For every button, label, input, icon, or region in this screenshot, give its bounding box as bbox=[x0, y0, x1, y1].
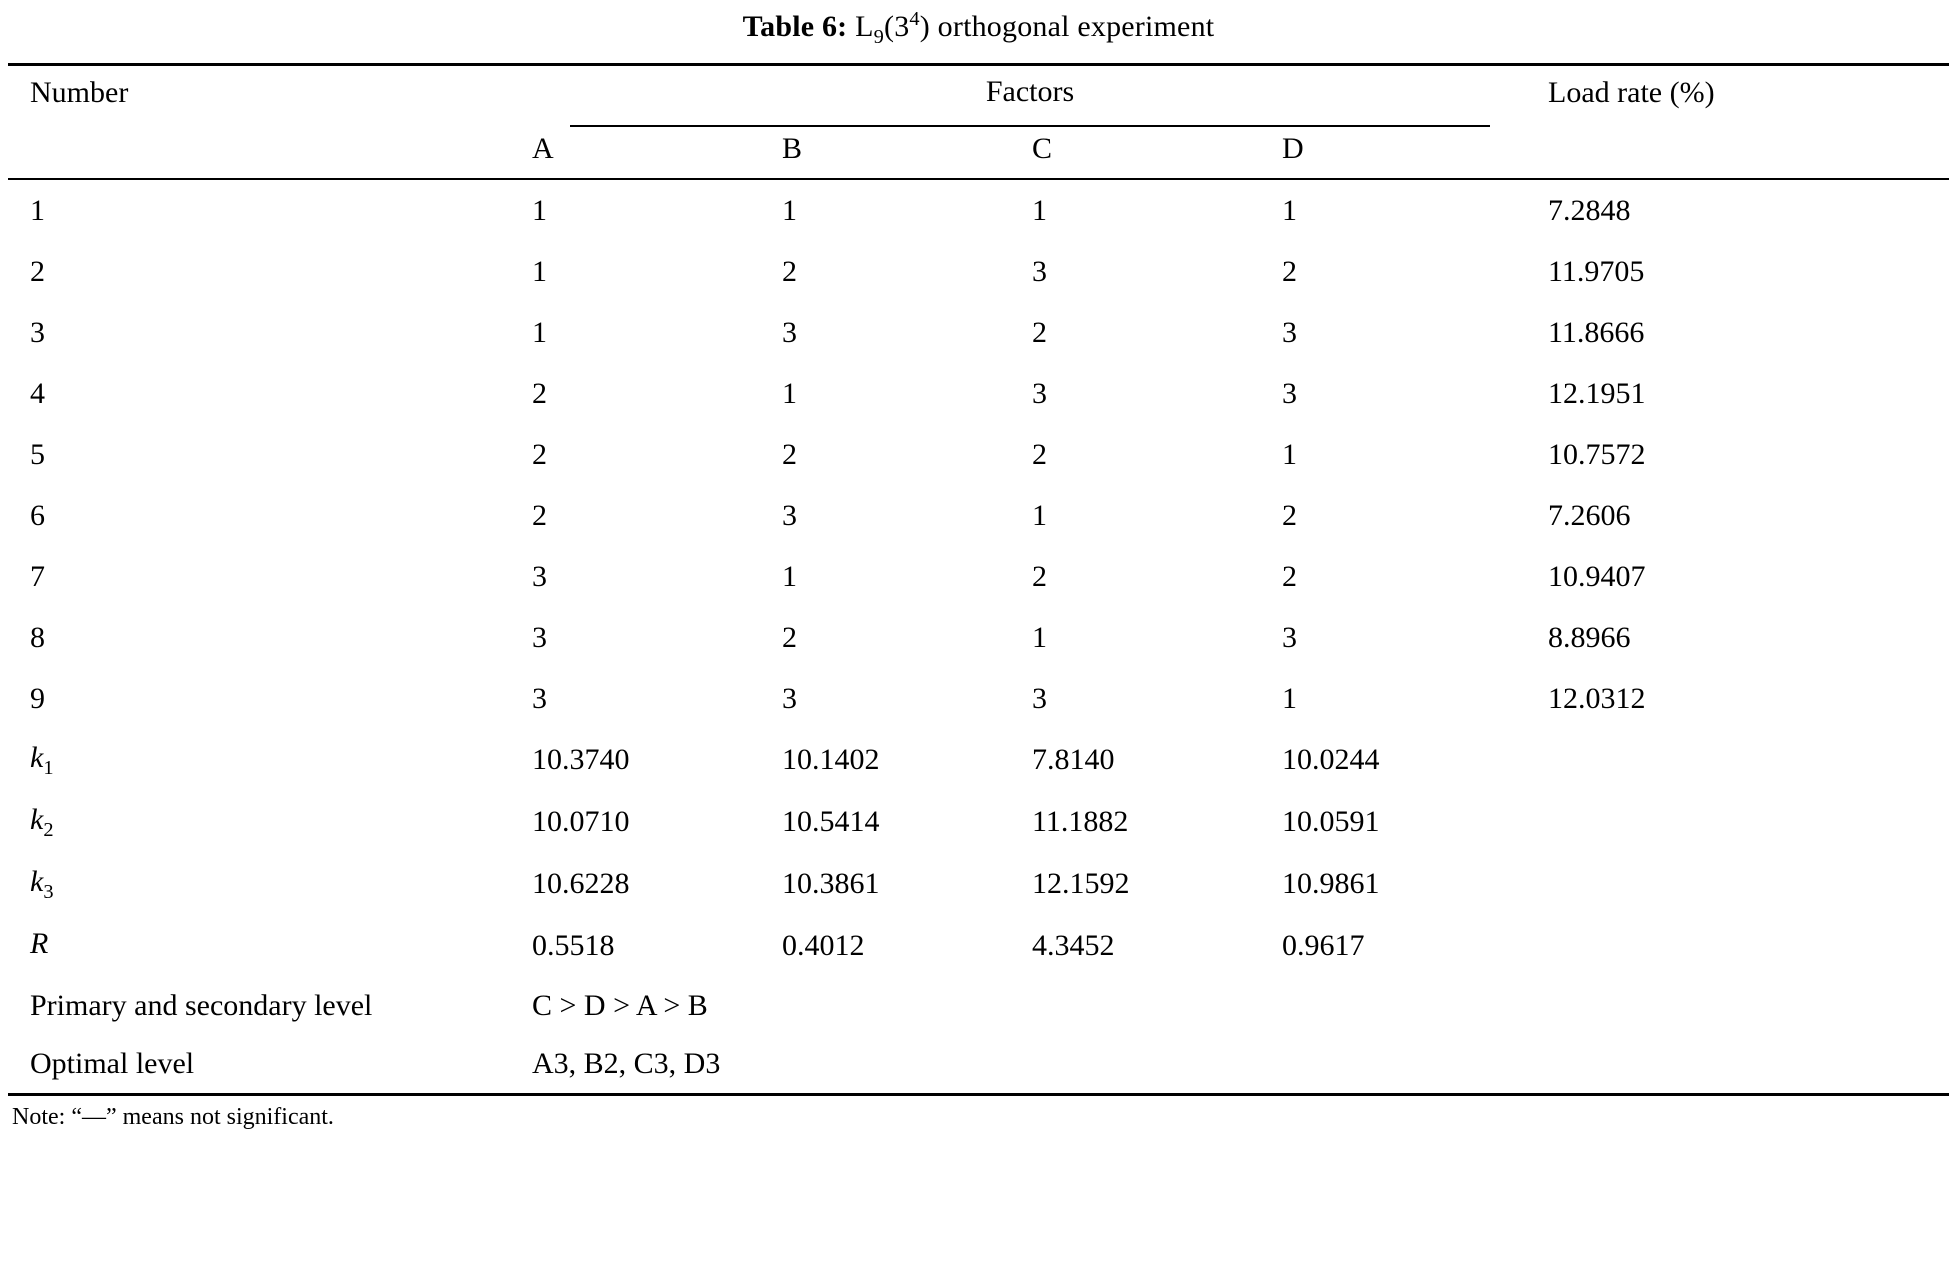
cell-a: 3 bbox=[532, 620, 547, 654]
table-row-stat bbox=[8, 791, 1949, 853]
cell-number: 2 bbox=[30, 254, 45, 288]
cell-b: 1 bbox=[782, 559, 797, 593]
header-factors-label: Factors bbox=[985, 75, 1075, 108]
header-factor-a: A bbox=[532, 132, 554, 165]
cell-a: 3 bbox=[532, 559, 547, 593]
cell-d: 10.0591 bbox=[1282, 805, 1380, 838]
cell-c: 3 bbox=[1032, 681, 1047, 715]
caption-label: Table 6: bbox=[742, 10, 848, 43]
cell-load: 7.2848 bbox=[1530, 179, 1949, 241]
cell-number: 5 bbox=[30, 437, 45, 471]
cell-a: 1 bbox=[530, 179, 780, 241]
cell-d: 0.9617 bbox=[1282, 929, 1365, 962]
cell-number: 8 bbox=[30, 620, 45, 654]
cell-summary-value: A3, B2, C3, D3 bbox=[530, 1035, 1949, 1095]
cell-load: 11.8666 bbox=[1548, 315, 1645, 349]
cell-stat-label: $k_2$ bbox=[30, 802, 54, 841]
table-row bbox=[8, 607, 1949, 668]
cell-b: 1 bbox=[782, 376, 797, 410]
cell-a: 10.3740 bbox=[532, 743, 630, 776]
cell-d: 2 bbox=[1282, 498, 1297, 532]
cell-load: 8.8966 bbox=[1548, 620, 1631, 654]
cell-b: 10.1402 bbox=[782, 743, 880, 776]
cell-d: 10.9861 bbox=[1282, 867, 1380, 900]
table-row bbox=[8, 668, 1949, 729]
cell-d: 3 bbox=[1282, 620, 1297, 654]
cell-c: 1 bbox=[1030, 179, 1280, 241]
cell-d: 1 bbox=[1282, 437, 1297, 471]
cell-a: 2 bbox=[532, 498, 547, 532]
cell-load: 10.9407 bbox=[1548, 559, 1646, 593]
orthogonal-experiment-table bbox=[8, 63, 1949, 1096]
table-row bbox=[8, 424, 1949, 485]
table-row bbox=[8, 546, 1949, 607]
cell-a: 1 bbox=[532, 254, 547, 288]
table-row-summary bbox=[8, 977, 1949, 1035]
cell-c: 11.1882 bbox=[1032, 805, 1129, 838]
cell-a: 10.0710 bbox=[532, 805, 630, 838]
table-row-summary bbox=[8, 1035, 1949, 1095]
cell-d: 2 bbox=[1282, 559, 1297, 593]
cell-stat-label: $k_3$ bbox=[30, 864, 54, 903]
table-row-stat bbox=[8, 729, 1949, 791]
cell-load: 11.9705 bbox=[1548, 254, 1645, 288]
cell-b: 2 bbox=[782, 620, 797, 654]
header-load-rate: Load rate (%) bbox=[1530, 65, 1949, 121]
cell-number: 3 bbox=[30, 315, 45, 349]
cell-number: 6 bbox=[30, 498, 45, 532]
cell-summary-value: C > D > A > B bbox=[532, 989, 708, 1022]
cell-d: 2 bbox=[1282, 254, 1297, 288]
cell-a: 0.5518 bbox=[532, 929, 615, 962]
cell-number: 7 bbox=[30, 559, 45, 593]
table-header-row-top bbox=[8, 65, 1949, 121]
cell-a: 2 bbox=[532, 376, 547, 410]
header-factor-c: C bbox=[1032, 132, 1053, 165]
factors-group-rule bbox=[570, 125, 1490, 127]
cell-c: 1 bbox=[1032, 620, 1047, 654]
cell-load: 12.1951 bbox=[1548, 376, 1646, 410]
cell-b: 0.4012 bbox=[782, 929, 865, 962]
table-row bbox=[8, 241, 1949, 302]
cell-number: 4 bbox=[30, 376, 45, 410]
cell-c: 2 bbox=[1032, 315, 1047, 349]
cell-stat-label: $k_1$ bbox=[30, 740, 54, 779]
cell-b: 10.3861 bbox=[782, 867, 880, 900]
cell-load: 7.2606 bbox=[1548, 498, 1631, 532]
cell-load bbox=[1530, 729, 1949, 791]
header-load-spacer bbox=[1530, 120, 1949, 179]
cell-b: 1 bbox=[780, 179, 1030, 241]
cell-c: 3 bbox=[1032, 254, 1047, 288]
cell-number: 1 bbox=[8, 179, 530, 241]
cell-c: 7.8140 bbox=[1032, 743, 1115, 776]
cell-b: 10.5414 bbox=[782, 805, 880, 838]
cell-d: 1 bbox=[1280, 179, 1530, 241]
cell-c: 3 bbox=[1032, 376, 1047, 410]
cell-c: 2 bbox=[1032, 559, 1047, 593]
table-row bbox=[8, 179, 1949, 241]
table-caption bbox=[8, 0, 1949, 63]
cell-c: 2 bbox=[1032, 437, 1047, 471]
table-header-row-factors bbox=[8, 120, 1949, 179]
cell-d: 1 bbox=[1282, 681, 1297, 715]
cell-d: 10.0244 bbox=[1282, 743, 1380, 776]
header-spacer bbox=[8, 120, 530, 179]
cell-stat-label: R bbox=[30, 926, 49, 960]
table-row bbox=[8, 363, 1949, 424]
table-row-stat bbox=[8, 853, 1949, 915]
cell-b: 2 bbox=[782, 254, 797, 288]
cell-d: 3 bbox=[1282, 315, 1297, 349]
cell-c: 4.3452 bbox=[1032, 929, 1115, 962]
cell-load bbox=[1530, 915, 1949, 977]
cell-d: 3 bbox=[1282, 376, 1297, 410]
cell-b: 3 bbox=[782, 681, 797, 715]
cell-summary-label: Optimal level bbox=[8, 1035, 530, 1095]
cell-b: 3 bbox=[782, 315, 797, 349]
cell-a: 1 bbox=[532, 315, 547, 349]
cell-summary-label: Primary and secondary level bbox=[30, 989, 373, 1022]
cell-number: 9 bbox=[30, 681, 45, 715]
header-number: Number bbox=[8, 65, 530, 121]
caption-text: $L_9(3^4)$ orthogonal experiment bbox=[855, 8, 1215, 48]
cell-load bbox=[1530, 791, 1949, 853]
cell-b: 3 bbox=[782, 498, 797, 532]
cell-a: 10.6228 bbox=[532, 867, 630, 900]
cell-load: 10.7572 bbox=[1548, 437, 1646, 471]
table-row-stat bbox=[8, 915, 1949, 977]
header-factors-group bbox=[530, 65, 1530, 121]
cell-a: 3 bbox=[532, 681, 547, 715]
cell-load bbox=[1530, 853, 1949, 915]
cell-b: 2 bbox=[782, 437, 797, 471]
table-note: Note: “—” means not significant. bbox=[12, 1104, 334, 1130]
header-factor-b: B bbox=[782, 132, 803, 165]
cell-c: 1 bbox=[1032, 498, 1047, 532]
table-row bbox=[8, 302, 1949, 363]
cell-load: 12.0312 bbox=[1548, 681, 1646, 715]
cell-c: 12.1592 bbox=[1032, 867, 1130, 900]
header-factor-d: D bbox=[1282, 132, 1304, 165]
table-row bbox=[8, 485, 1949, 546]
cell-a: 2 bbox=[532, 437, 547, 471]
